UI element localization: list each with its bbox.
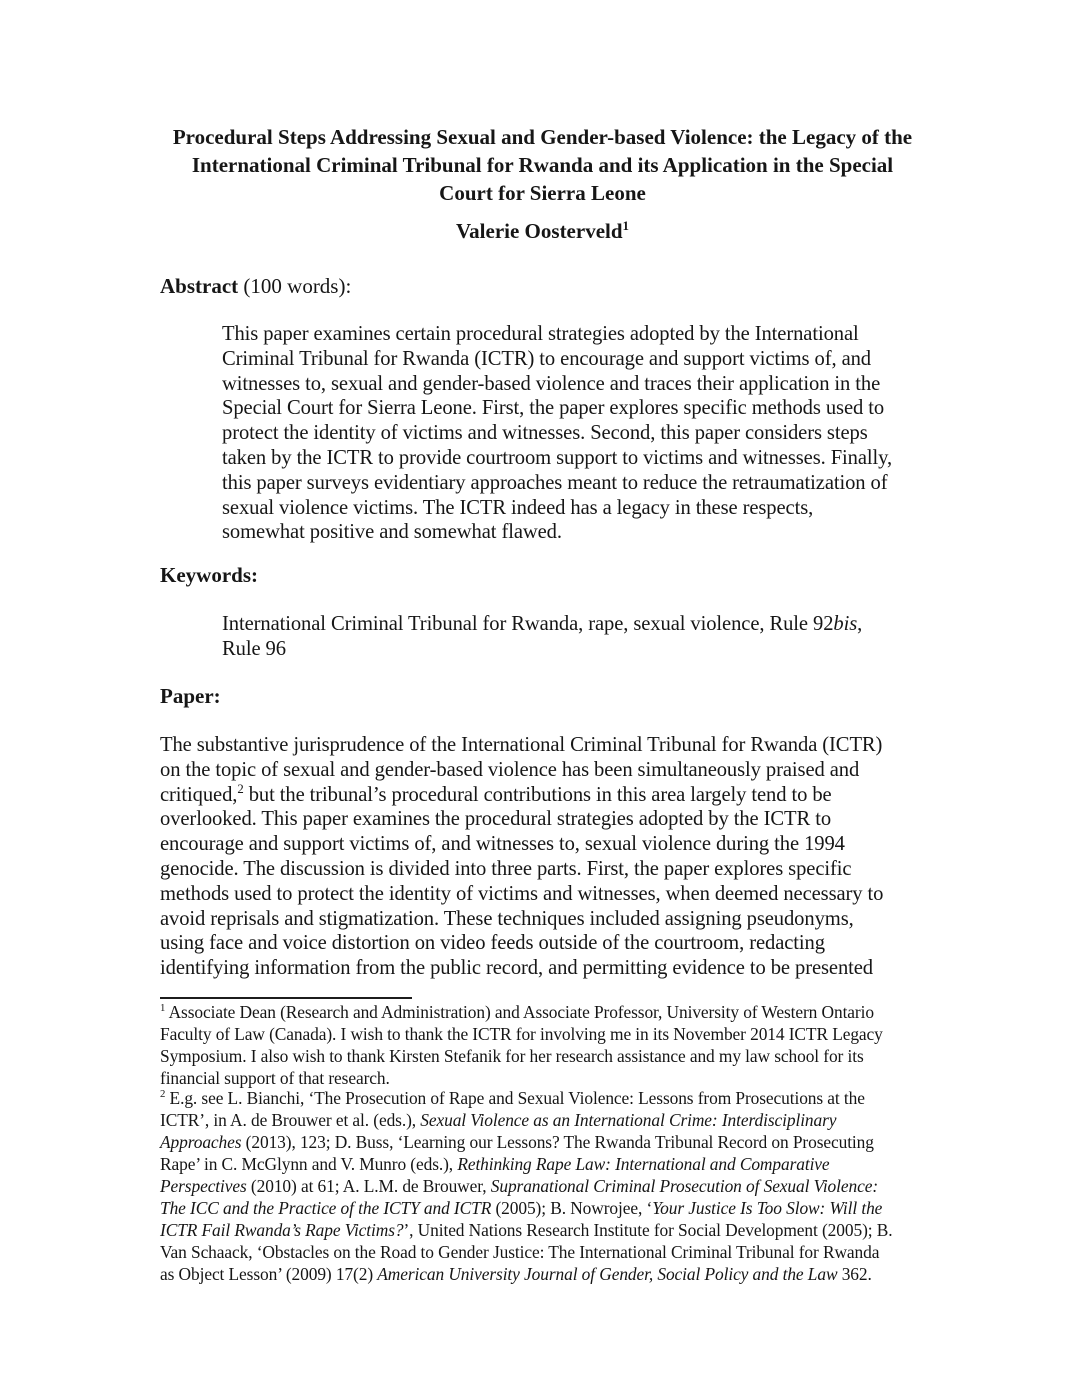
body-paragraph: The substantive jurisprudence of the International Criminal Tribunal for Rwanda (ICTR) on the topic of sexual and gender-based violence has been simultaneously praised and critiqued,$^2$ but the tribunal’s procedural contributions in this area largely tend to be overlooked. This paper examines the procedural strategies adopted by the ICTR to encourage and support victims of, and witnesses to, sexual violence during the 1994 genocide. The discussion is divided into three parts. First, the paper explores specific methods used to protect the identity of victims and witnesses, when deemed necessary to avoid reprisals and stigmatization. These techniques included assigning pseudonyms, using face and voice distortion on video feeds outside of the courtroom, redacting identifying information from the public record, and permitting evidence to be presented [160, 734, 884, 980]
author-name: Valerie Oosterveld [455, 219, 623, 243]
title-line-3: Court for Sierra Leone [439, 181, 646, 205]
paper-title [160, 123, 925, 207]
abstract-heading [160, 272, 351, 300]
author-footnote-ref: 1 [622, 218, 630, 233]
abstract-heading-bold: Abstract [160, 274, 239, 298]
footnote-2: $^2$ E.g. see L. Bianchi, ‘The Prosecution of Rape and Sexual Violence: Lessons from Prosecutions at the ICTR’, in A. de Brouwer et al. (eds.), Sexual Violence as an International Crime: Interdisciplinary Approaches (2013), 123; D. Buss, ‘Learning our Lessons? The Rwanda Tribunal Record on Prosecuting Rape’ in C. McGlynn and V. Munro (eds.), Rethinking Rape Law: International and Comparative Perspectives (2010) at 61; A. L.M. de Brouwer, Supranational Criminal Prosecution of Sexual Violence: The ICC and the Practice of the ICTY and ICTR (2005); B. Nowrojee, ‘Your Justice Is Too Slow: Will the ICTR Fail Rwanda’s Rape Victims?’, United Nations Research Institute for Social Development (2005); B. Van Schaack, ‘Obstacles on the Road to Gender Justice: The International Criminal Tribunal for Rwanda as Object Lesson’ (2009) 17(2) American University Journal of Gender, Social Policy and the Law 362. [160, 1088, 893, 1284]
title-line-1: Procedural Steps Addressing Sexual and Gender-based Violence: the Legacy of the [172, 125, 913, 149]
keywords-text: International Criminal Tribunal for Rwanda, rape, sexual violence, Rule 92bis, Rule 96 [222, 613, 863, 660]
abstract-heading-note: (100 words): [238, 274, 352, 298]
abstract-text: This paper examines certain procedural strategies adopted by the International Criminal Tribunal for Rwanda (ICTR) to encourage and support victims of, and witnesses to, sexual and gender-based violence and traces their application in the Special Court for Sierra Leone. First, the paper explores specific methods used to protect the identity of victims and witnesses. Second, this paper considers steps taken by the ICTR to provide courtroom support to victims and witnesses. Finally, this paper surveys evidentiary approaches meant to reduce the retraumatization of sexual violence victims. The ICTR indeed has a legacy in these respects, somewhat positive and somewhat flawed. [222, 323, 893, 544]
author-line [160, 217, 925, 245]
footnote-separator [160, 997, 412, 999]
footnote-1: $^1$ Associate Dean (Research and Administration) and Associate Professor, University of Western Ontario Faculty of Law (Canada). I wish to thank the ICTR for involving me in its November 2014 ICTR Legacy Symposium. I also wish to thank Kirsten Stefanik for her research assistance and my law school for its financial support of that research. [160, 1002, 883, 1088]
keywords-heading: Keywords: [160, 563, 258, 587]
title-line-2: International Criminal Tribunal for Rwanda and its Application in the Special [191, 153, 894, 177]
paper-heading: Paper: [160, 684, 221, 708]
